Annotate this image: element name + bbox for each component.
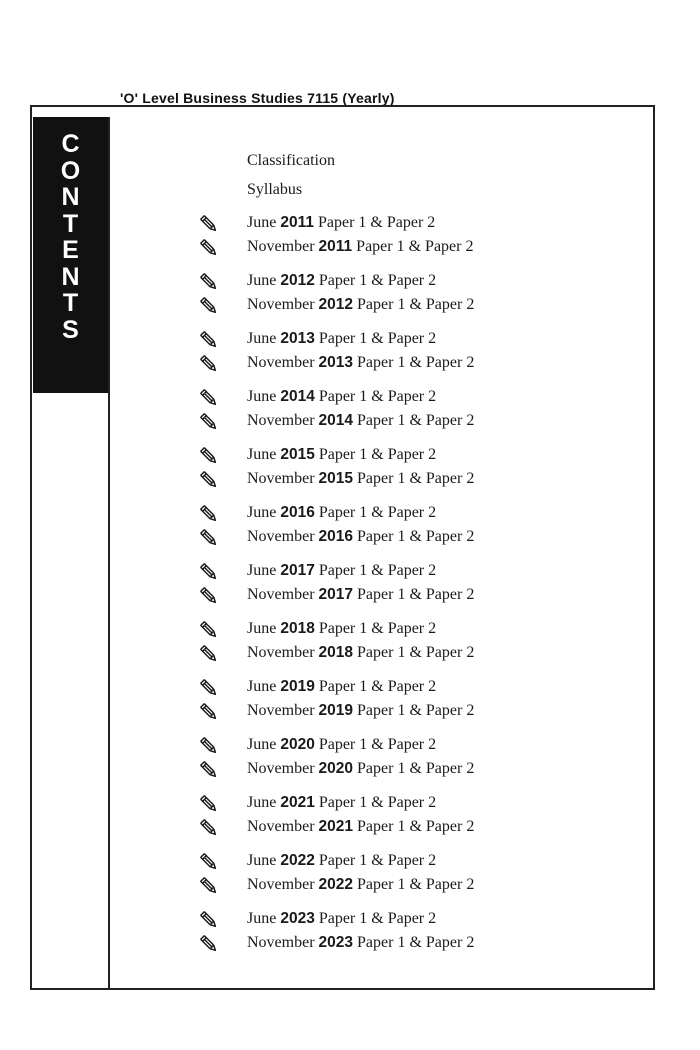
- entry-session: June: [247, 330, 277, 347]
- entry-session: June: [247, 388, 277, 405]
- entry-year: 2019: [280, 678, 315, 695]
- entry-year: 2015: [318, 470, 354, 487]
- entry-session: November: [247, 760, 315, 777]
- pencil-icon: [198, 329, 220, 351]
- contents-entry: [247, 678, 436, 696]
- entry-year: 2013: [280, 330, 315, 347]
- entry-papers: Paper 1 & Paper 2: [318, 562, 437, 579]
- entry-year: 2020: [280, 736, 315, 753]
- entry-year: 2023: [280, 910, 315, 927]
- pencil-icon: [198, 585, 220, 607]
- entry-year: 2018: [280, 620, 315, 637]
- entry-papers: Paper 1 & Paper 2: [357, 876, 475, 893]
- pencil-icon: [198, 793, 220, 815]
- sidebar-letter: N: [61, 262, 80, 291]
- entry-session: June: [247, 620, 277, 637]
- entry-session: June: [247, 736, 277, 753]
- contents-entry: [247, 620, 436, 638]
- sidebar-letter: S: [62, 315, 79, 344]
- entry-papers: Paper 1 & Paper 2: [318, 504, 437, 521]
- sidebar-letter: T: [62, 289, 79, 317]
- entry-year: 2021: [280, 794, 315, 811]
- entry-papers: Paper 1 & Paper 2: [356, 238, 474, 255]
- entry-papers: Paper 1 & Paper 2: [357, 644, 475, 661]
- entry-year: 2018: [318, 644, 354, 661]
- entry-year: 2022: [280, 852, 315, 869]
- entry-year: 2021: [318, 818, 354, 835]
- entry-year: 2014: [318, 412, 354, 429]
- entry-year: 2016: [280, 504, 315, 521]
- contents-entry: [247, 760, 474, 778]
- contents-entry: [247, 644, 474, 662]
- contents-entry: [247, 388, 436, 406]
- contents-entry: [247, 446, 436, 464]
- pencil-icon: [198, 701, 220, 723]
- entry-session: November: [247, 528, 315, 545]
- entry-year: 2017: [318, 586, 354, 603]
- entry-session: November: [247, 586, 315, 603]
- pencil-icon: [198, 469, 220, 491]
- entry-session: June: [247, 852, 277, 869]
- sidebar-letter: N: [61, 183, 80, 211]
- entry-year: 2012: [280, 272, 315, 289]
- entry-papers: Paper 1 & Paper 2: [318, 446, 437, 463]
- entry-session: June: [247, 678, 277, 695]
- entry-session: June: [247, 446, 277, 463]
- contents-entry: [247, 702, 474, 720]
- entry-year: 2022: [318, 876, 354, 893]
- entry-session: June: [247, 910, 277, 927]
- entry-papers: Paper 1 & Paper 2: [357, 934, 475, 951]
- entry-session: November: [247, 644, 315, 661]
- contents-entry: [247, 214, 435, 232]
- pencil-icon: [198, 445, 220, 467]
- entry-papers: Paper 1 & Paper 2: [318, 794, 437, 811]
- pencil-icon: [198, 237, 220, 259]
- entry-session: November: [247, 470, 315, 487]
- contents-entry: [247, 330, 436, 348]
- sidebar-letter: C: [61, 130, 80, 158]
- entry-session: June: [247, 504, 277, 521]
- contents-entry: [247, 910, 436, 928]
- entry-session: November: [247, 354, 315, 371]
- entry-papers: Paper 1 & Paper 2: [357, 760, 475, 777]
- entry-year: 2019: [318, 702, 354, 719]
- entry-session: November: [247, 238, 315, 255]
- entry-papers: Paper 1 & Paper 2: [318, 620, 437, 637]
- contents-entry: [247, 528, 474, 546]
- contents-entry: [247, 504, 436, 522]
- pencil-icon: [198, 353, 220, 375]
- entry-papers: Paper 1 & Paper 2: [357, 296, 475, 313]
- entry-papers: Paper 1 & Paper 2: [318, 852, 437, 869]
- entry-session: November: [247, 934, 315, 951]
- entry-papers: Paper 1 & Paper 2: [357, 470, 475, 487]
- pencil-icon: [198, 735, 220, 757]
- contents-entry: [247, 586, 474, 604]
- contents-sidebar-label: [33, 117, 108, 393]
- pencil-icon: [198, 503, 220, 525]
- contents-entry: [247, 852, 436, 870]
- entry-year: 2016: [318, 528, 354, 545]
- pencil-icon: [198, 561, 220, 583]
- entry-year: 2020: [318, 760, 354, 777]
- contents-entry: [247, 934, 474, 952]
- sidebar-divider: [108, 117, 110, 988]
- entry-session: June: [247, 214, 277, 231]
- entry-session: November: [247, 818, 315, 835]
- contents-entry: [247, 238, 473, 256]
- pencil-icon: [198, 677, 220, 699]
- contents-item-classification: Classification: [247, 152, 335, 169]
- pencil-icon: [198, 875, 220, 897]
- pencil-icon: [198, 411, 220, 433]
- entry-papers: Paper 1 & Paper 2: [318, 736, 437, 753]
- entry-session: November: [247, 412, 315, 429]
- entry-papers: Paper 1 & Paper 2: [357, 412, 475, 429]
- pencil-icon: [198, 909, 220, 931]
- sidebar-letter: T: [62, 209, 79, 238]
- page-header-title: 'O' Level Business Studies 7115 (Yearly): [120, 90, 395, 106]
- pencil-icon: [198, 213, 220, 235]
- entry-papers: Paper 1 & Paper 2: [318, 272, 437, 289]
- entry-papers: Paper 1 & Paper 2: [357, 354, 475, 371]
- contents-entry: [247, 818, 474, 836]
- contents-entry: [247, 272, 436, 290]
- pencil-icon: [198, 643, 220, 665]
- contents-entry: [247, 354, 474, 372]
- contents-entry: [247, 296, 474, 314]
- entry-papers: Paper 1 & Paper 2: [318, 388, 437, 405]
- pencil-icon: [198, 527, 220, 549]
- entry-session: November: [247, 876, 315, 893]
- entry-year: 2011: [280, 214, 314, 231]
- entry-session: June: [247, 272, 277, 289]
- contents-entry: [247, 412, 474, 430]
- pencil-icon: [198, 271, 220, 293]
- pencil-icon: [198, 933, 220, 955]
- pencil-icon: [198, 759, 220, 781]
- pencil-icon: [198, 295, 220, 317]
- entry-year: 2017: [280, 562, 315, 579]
- contents-entry: [247, 562, 436, 580]
- entry-year: 2011: [318, 238, 353, 255]
- entry-papers: Paper 1 & Paper 2: [318, 910, 437, 927]
- sidebar-letter: E: [62, 236, 79, 264]
- contents-entry: [247, 470, 474, 488]
- entry-year: 2012: [318, 296, 354, 313]
- entry-session: June: [247, 562, 277, 579]
- sidebar-letter: O: [60, 156, 81, 185]
- pencil-icon: [198, 387, 220, 409]
- entry-session: November: [247, 296, 315, 313]
- entry-papers: Paper 1 & Paper 2: [357, 528, 475, 545]
- entry-papers: Paper 1 & Paper 2: [357, 702, 475, 719]
- entry-year: 2015: [280, 446, 315, 463]
- entry-papers: Paper 1 & Paper 2: [317, 214, 436, 231]
- entry-papers: Paper 1 & Paper 2: [318, 330, 437, 347]
- entry-year: 2013: [318, 354, 354, 371]
- entry-papers: Paper 1 & Paper 2: [318, 678, 437, 695]
- entry-session: June: [247, 794, 277, 811]
- entry-session: November: [247, 702, 315, 719]
- entry-year: 2023: [318, 934, 354, 951]
- entry-papers: Paper 1 & Paper 2: [357, 818, 475, 835]
- contents-entry: [247, 736, 436, 754]
- entry-year: 2014: [280, 388, 315, 405]
- pencil-icon: [198, 619, 220, 641]
- entry-papers: Paper 1 & Paper 2: [357, 586, 475, 603]
- contents-entry: [247, 794, 436, 812]
- contents-entry: [247, 876, 474, 894]
- pencil-icon: [198, 817, 220, 839]
- contents-item-syllabus: Syllabus: [247, 181, 303, 198]
- pencil-icon: [198, 851, 220, 873]
